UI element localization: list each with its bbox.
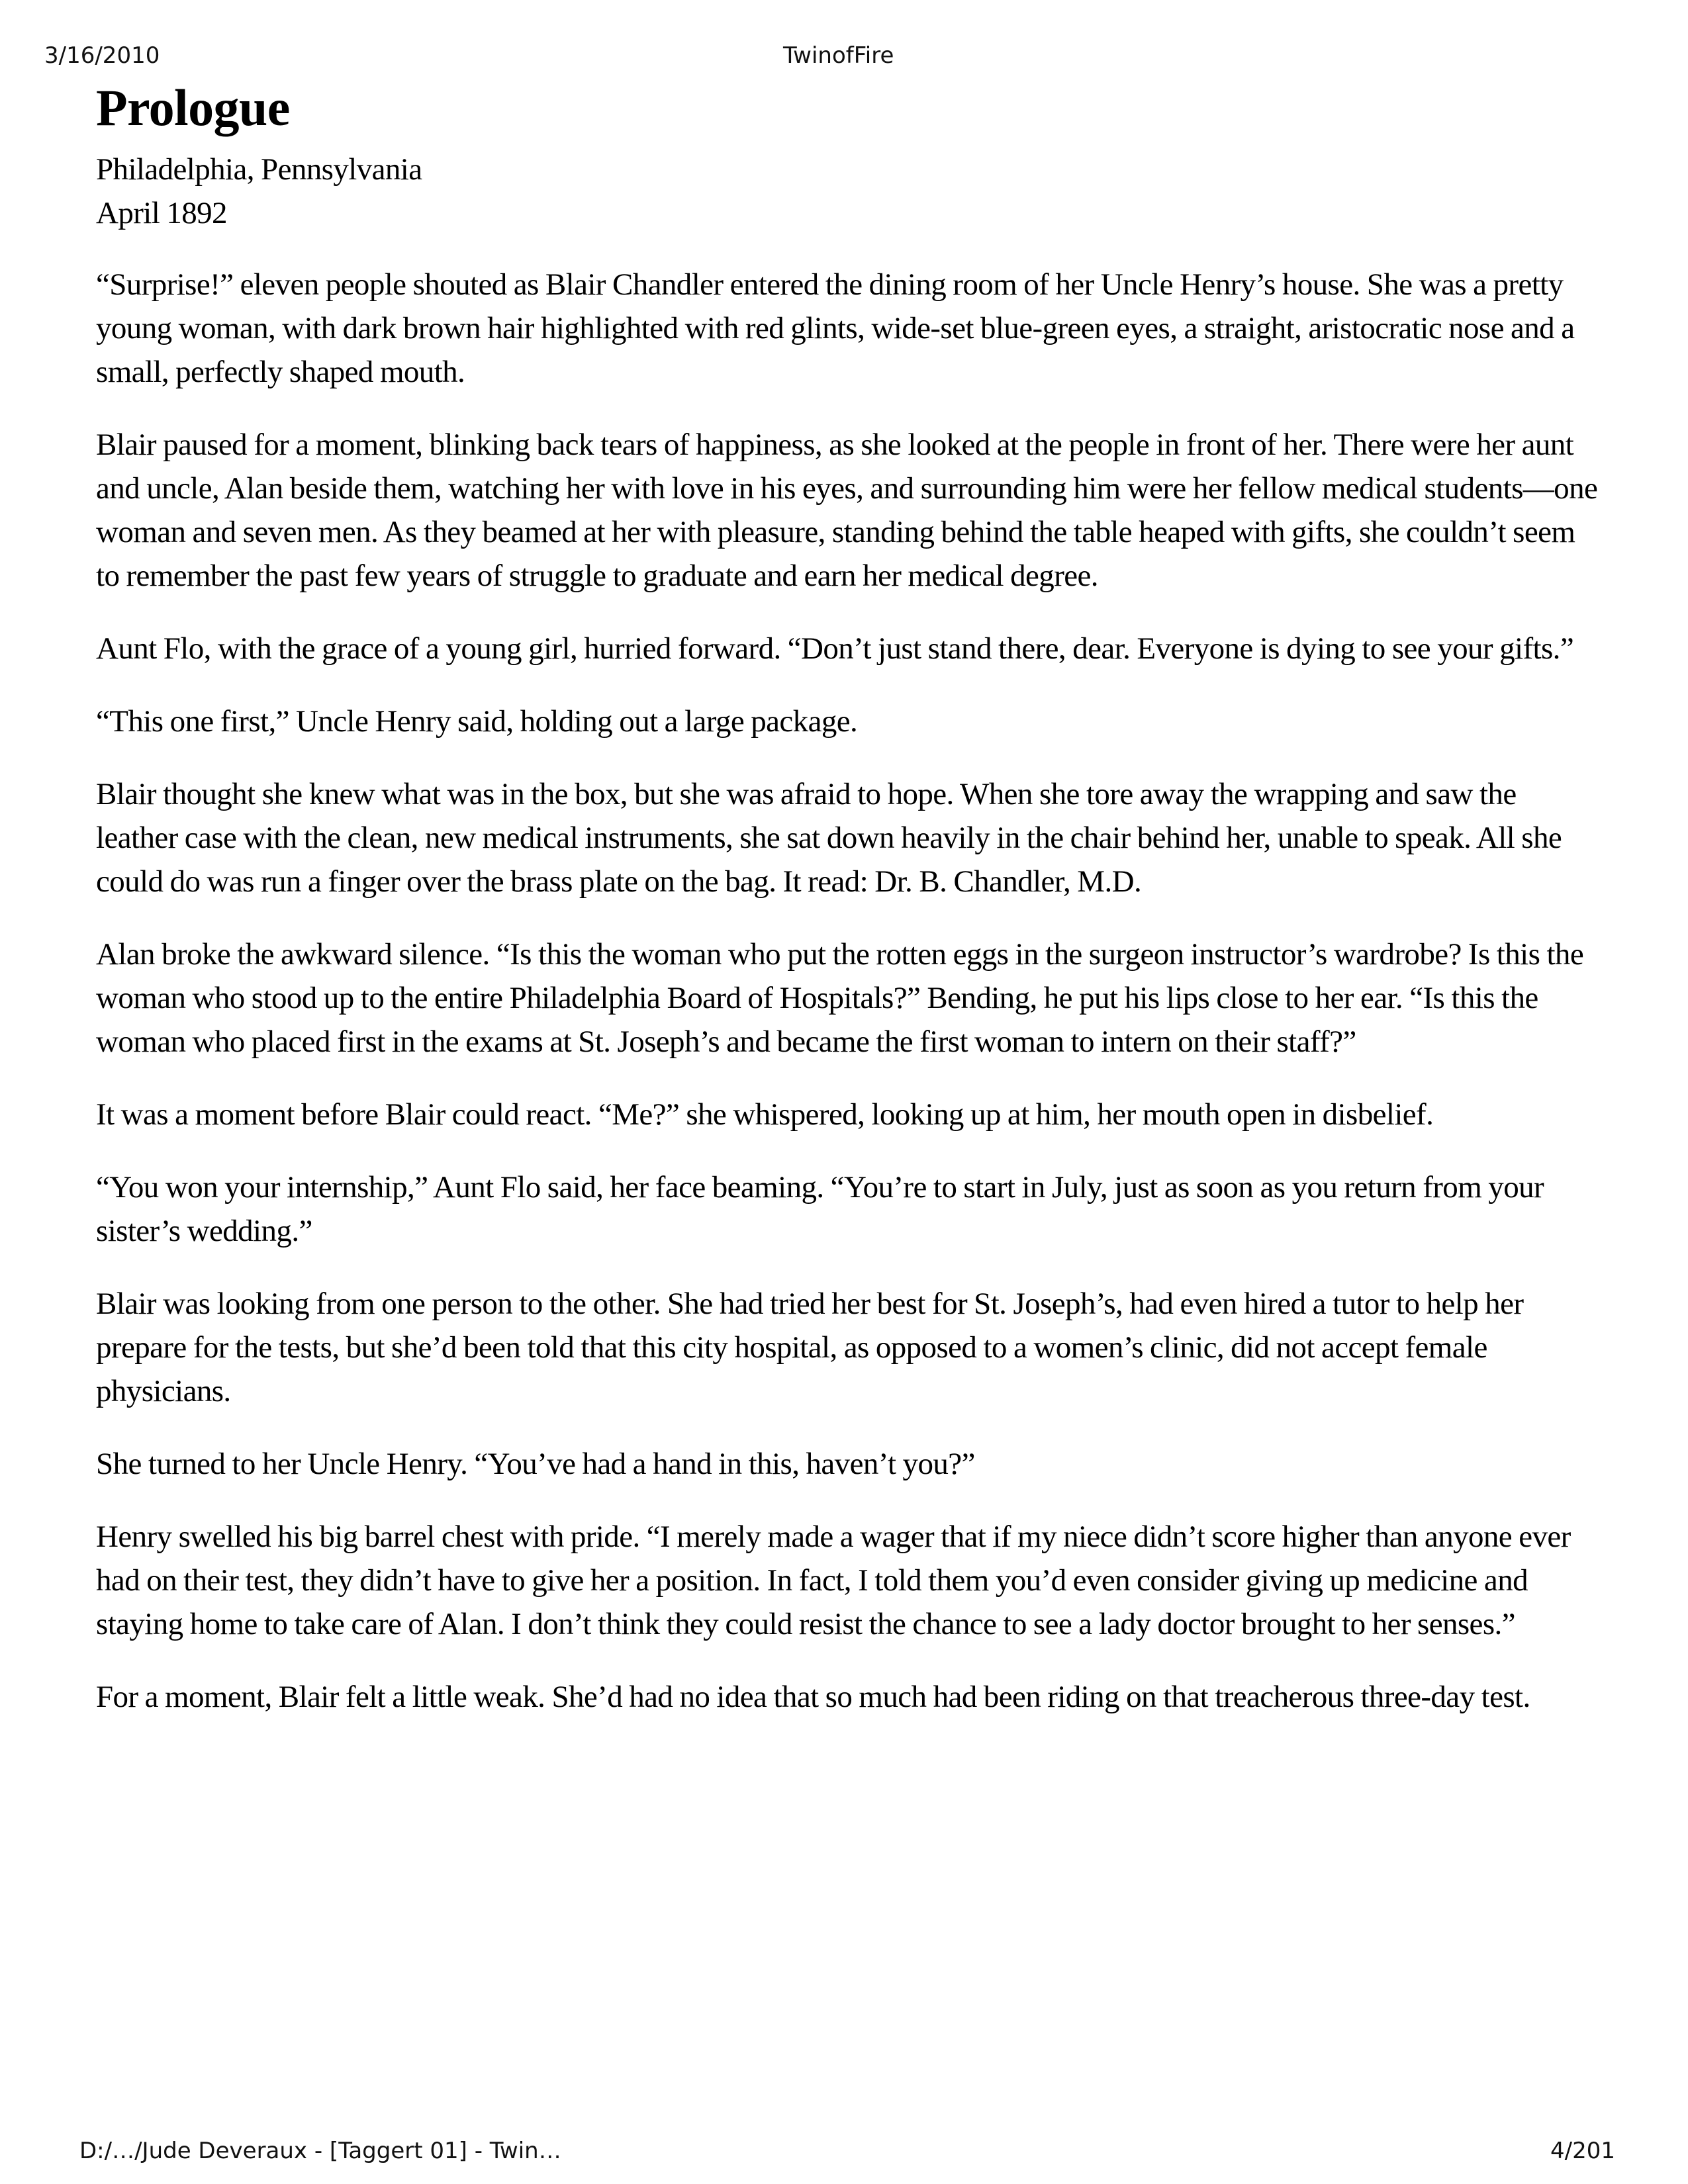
paragraph: “This one first,” Uncle Henry said, holding out a large package. bbox=[96, 704, 858, 739]
page-body bbox=[96, 76, 1599, 1748]
paragraph: “Surprise!” eleven people shouted as Blair Chandler entered the dining room of her Uncle Henry’s house. She was a pretty young woman, with dark brown hair highlighted with red glints, wide-set blue-green eyes, a straight, aristocratic nose and a small, perfectly shaped mouth. bbox=[96, 267, 1575, 389]
chapter-setting bbox=[96, 148, 1599, 235]
paragraph: Aunt Flo, with the grace of a young girl, hurried forward. “Don’t just stand there, dear. Everyone is dying to see your gifts.” bbox=[96, 631, 1574, 666]
paragraph: For a moment, Blair felt a little weak. She’d had no idea that so much had been riding on that treacherous three-day test. bbox=[96, 1680, 1530, 1714]
chapter-date: April 1892 bbox=[96, 196, 227, 230]
print-header bbox=[0, 42, 1688, 75]
paragraph: It was a moment before Blair could react. “Me?” she whispered, looking up at him, her mouth open in disbelief. bbox=[96, 1097, 1434, 1132]
paragraph: Blair paused for a moment, blinking back tears of happiness, as she looked at the people in front of her. There were her aunt and uncle, Alan beside them, watching her with love in his eyes, and surrounding him were her fellow medical students—one woman and seven men. As they beamed at her with pleasure, standing behind the table heaped with gifts, she couldn’t seem to remember the past few years of struggle to graduate and earn her medical degree. bbox=[96, 428, 1598, 593]
print-date: 3/16/2010 bbox=[44, 42, 160, 69]
paragraph: Henry swelled his big barrel chest with pride. “I merely made a wager that if my niece didn’t score higher than anyone ever had on their test, they didn’t have to give her a position. In fact, I told them you’d even consider giving up medicine and staying home to take care of Alan. I don’t think they could resist the chance to see a lady doctor brought to her senses.” bbox=[96, 1520, 1571, 1641]
file-path: D:/…/Jude Deveraux - [Taggert 01] - Twin… bbox=[79, 2138, 561, 2164]
page-number: 4/201 bbox=[1550, 2138, 1615, 2164]
chapter-title: Prologue bbox=[96, 79, 290, 136]
paragraph: She turned to her Uncle Henry. “You’ve had a hand in this, haven’t you?” bbox=[96, 1447, 975, 1481]
paragraph: “You won your internship,” Aunt Flo said, her face beaming. “You’re to start in July, just as soon as you return from your sister’s wedding.” bbox=[96, 1170, 1544, 1248]
paragraph: Alan broke the awkward silence. “Is this the woman who put the rotten eggs in the surgeon instructor’s wardrobe? Is this the woman who stood up to the entire Philadelphia Board of Hospitals?” Bending, he put his lips close to her ear. “Is this the woman who placed first in the exams at St. Joseph’s and became the first woman to intern on their staff?” bbox=[96, 937, 1584, 1059]
print-footer bbox=[0, 2138, 1688, 2171]
paragraph: Blair thought she knew what was in the box, but she was afraid to hope. When she tore away the wrapping and saw the leather case with the clean, new medical instruments, she sat down heavily in the chair behind her, unable to speak. All she could do was run a finger over the brass plate on the bag. It read: Dr. B. Chandler, M.D. bbox=[96, 777, 1562, 899]
paragraph: Blair was looking from one person to the other. She had tried her best for St. Joseph’s, had even hired a tutor to help her prepare for the tests, but she’d been told that this city hospital, as opposed to a women’s clinic, did not accept female physicians. bbox=[96, 1287, 1524, 1408]
chapter-location: Philadelphia, Pennsylvania bbox=[96, 152, 422, 187]
document-title: TwinofFire bbox=[783, 42, 894, 69]
